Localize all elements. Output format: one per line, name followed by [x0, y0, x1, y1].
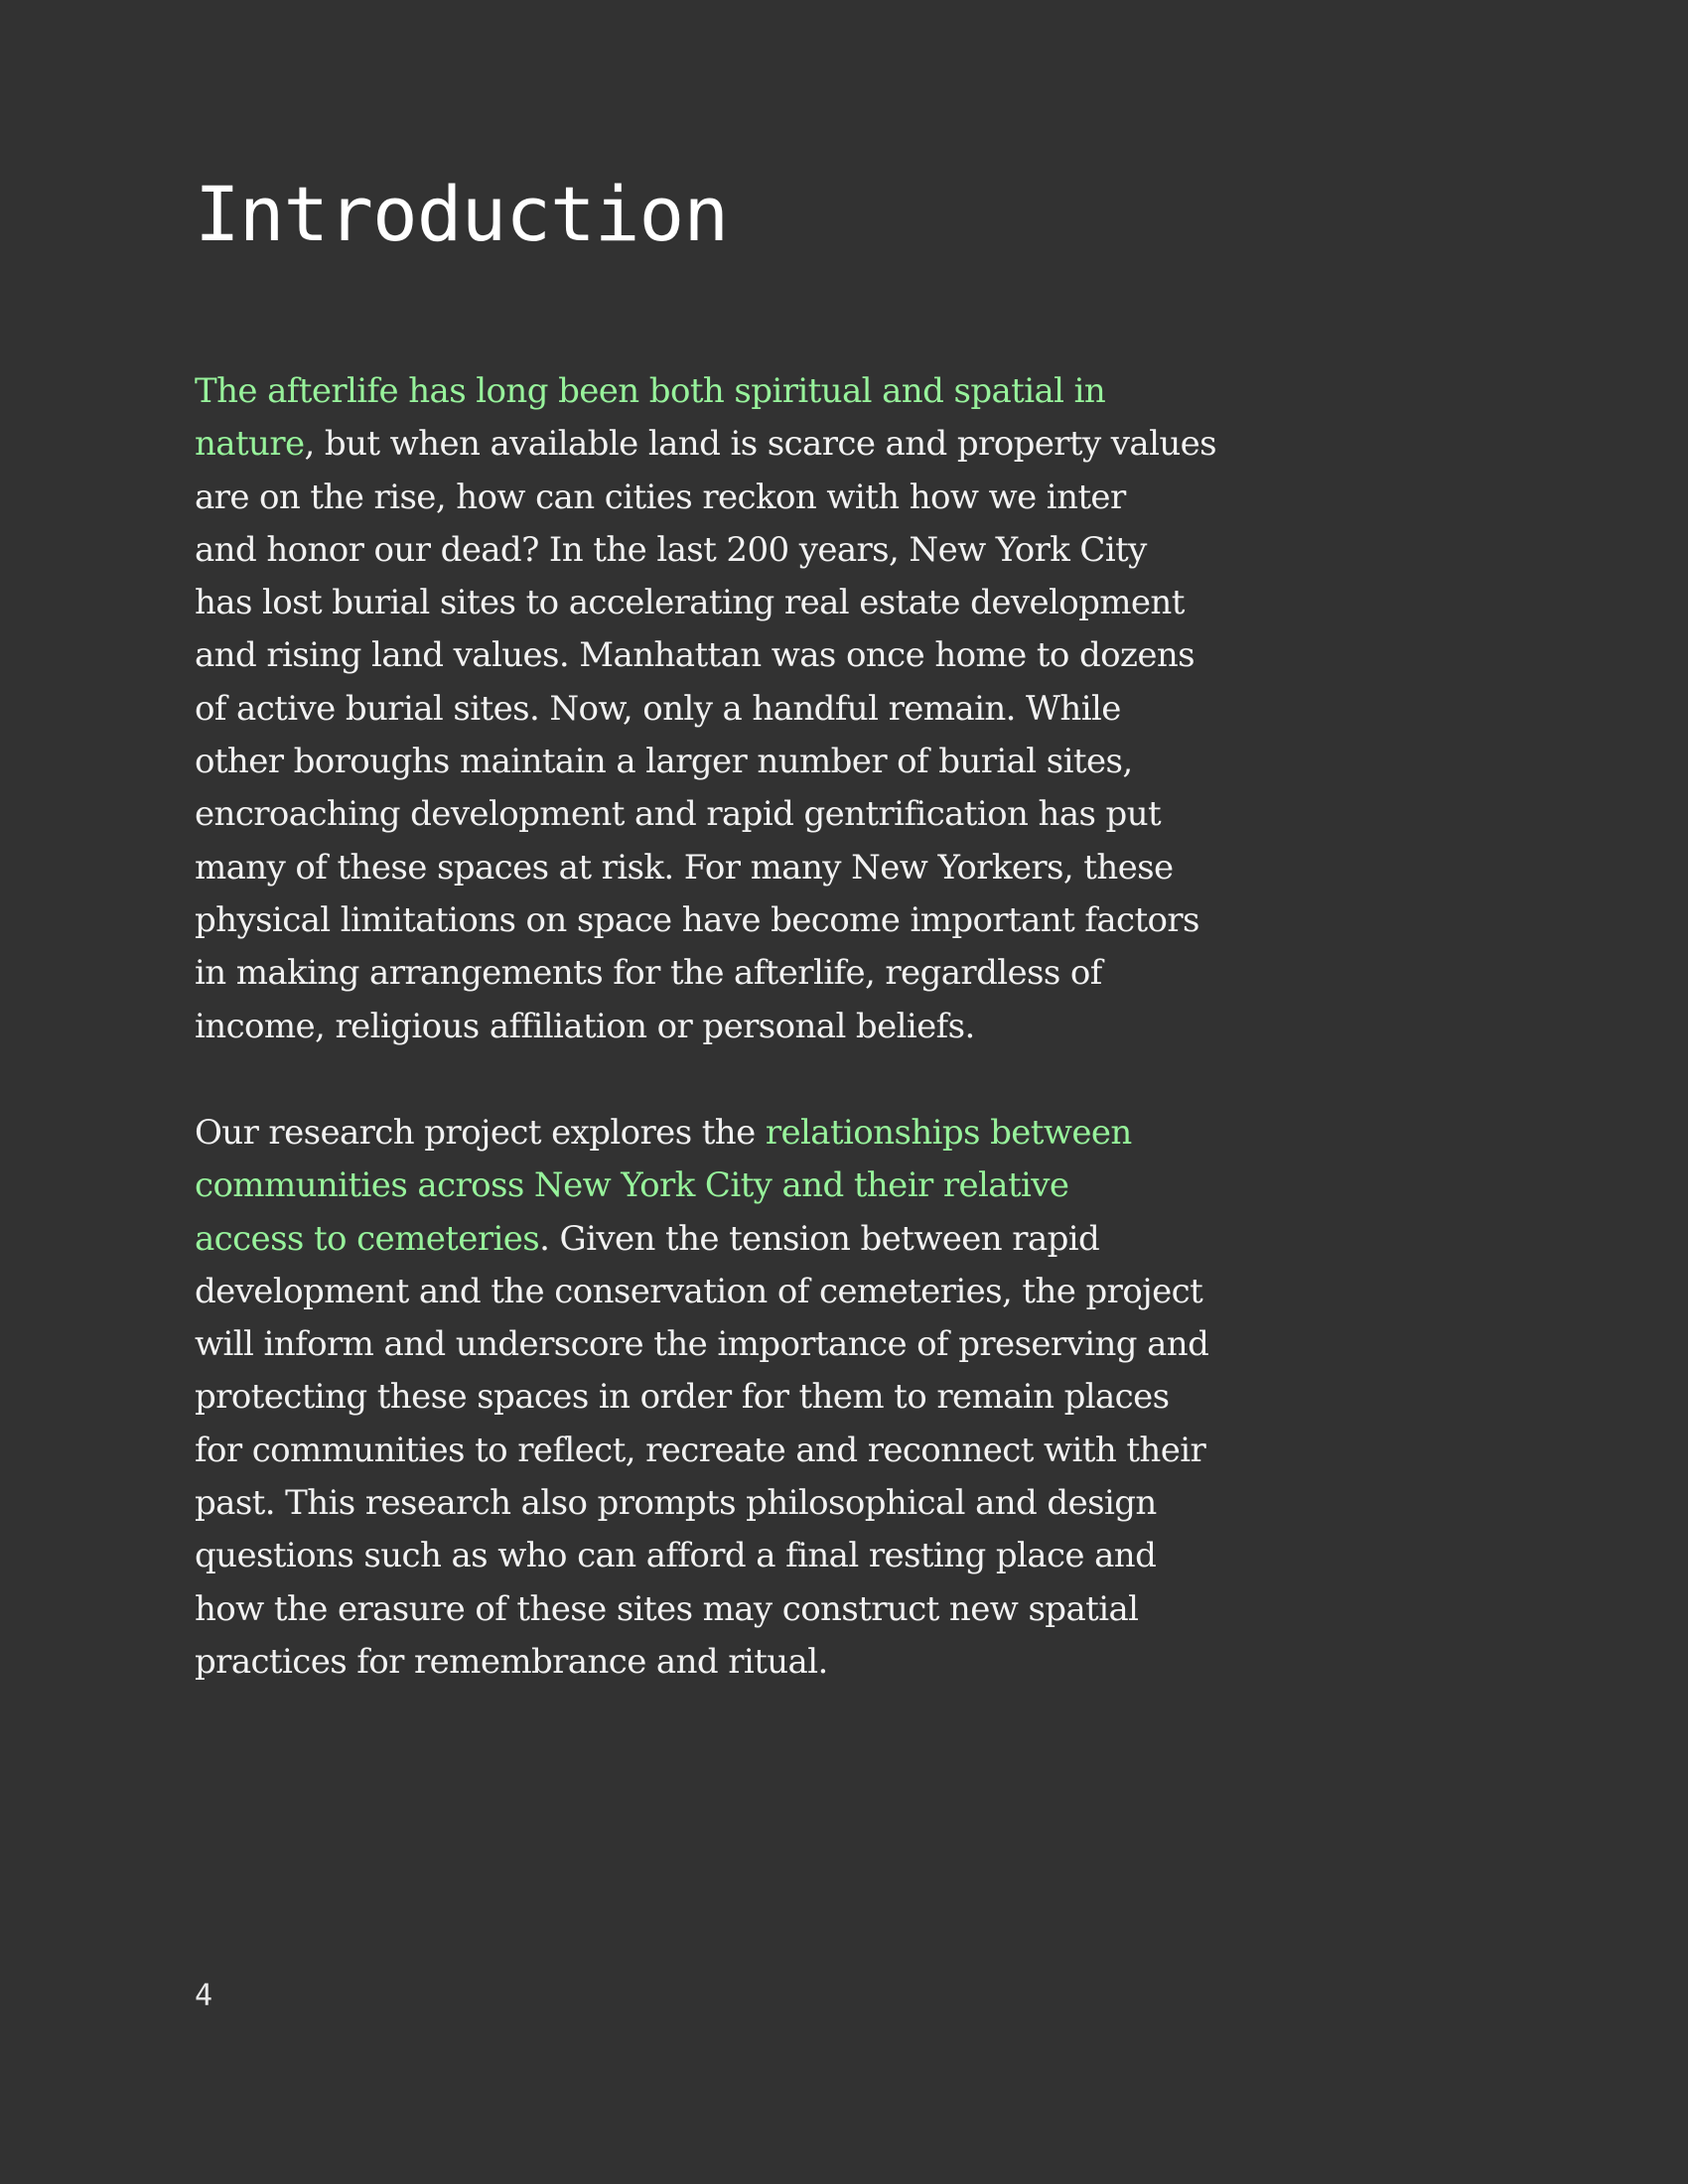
body-text: questions such as who can afford a final resting place and [195, 1536, 1157, 1576]
text-line [195, 1530, 1287, 1582]
body-text: development and the conservation of cemeteries, the project [195, 1271, 1203, 1311]
body-text: has lost burial sites to accelerating real estate development [195, 583, 1185, 623]
text-line [195, 577, 1287, 629]
body-text: physical limitations on space have become important factors [195, 899, 1199, 940]
text-line [195, 1318, 1287, 1371]
text-line [195, 1160, 1287, 1212]
text-line [195, 1477, 1287, 1530]
text-line [195, 842, 1287, 894]
intro-paragraph-1 [195, 365, 1287, 1053]
body-text: encroaching development and rapid gentrification has put [195, 794, 1162, 835]
text-line [195, 1371, 1287, 1424]
body-text: past. This research also prompts philosophical and design [195, 1483, 1157, 1524]
text-line [195, 1213, 1287, 1266]
body-text: are on the rise, how can cities reckon with how we inter [195, 477, 1126, 517]
body-text: many of these spaces at risk. For many New Yorkers, these [195, 847, 1174, 887]
body-text: will inform and underscore the importance of preserving and [195, 1324, 1209, 1365]
text-line [195, 1001, 1287, 1053]
body-text: . Given the tension between rapid [539, 1218, 1100, 1259]
body-text: other boroughs maintain a larger number of burial sites, [195, 742, 1133, 782]
body-text: of active burial sites. Now, only a handful remain. While [195, 688, 1121, 729]
body-text: practices for remembrance and ritual. [195, 1641, 828, 1682]
text-line [195, 1636, 1287, 1689]
text-line [195, 788, 1287, 841]
body-text: protecting these spaces in order for them to remain places [195, 1377, 1170, 1418]
text-line [195, 683, 1287, 736]
body-text: and rising land values. Manhattan was once home to dozens [195, 635, 1196, 676]
body-text: income, religious affiliation or personal beliefs. [195, 1006, 975, 1046]
text-line [195, 365, 1287, 418]
body-text: Our research project explores the [195, 1113, 766, 1153]
text-line [195, 894, 1287, 947]
text-line [195, 736, 1287, 788]
page-number: 4 [195, 1979, 213, 2013]
text-line [195, 1266, 1287, 1318]
text-line [195, 1107, 1287, 1160]
text-line [195, 1425, 1287, 1477]
body-text: how the erasure of these sites may construct new spatial [195, 1588, 1139, 1629]
body-text: , but when available land is scarce and property values [304, 424, 1217, 465]
highlighted-text: relationships between [765, 1113, 1132, 1153]
page-title: Introduction [195, 170, 729, 258]
text-line [195, 472, 1287, 524]
body-text: in making arrangements for the afterlife, regardless of [195, 953, 1102, 994]
body-text: for communities to reflect, recreate and reconnect with their [195, 1430, 1206, 1470]
highlighted-text: nature [195, 424, 305, 465]
text-line [195, 418, 1287, 471]
intro-paragraph-2 [195, 1107, 1287, 1689]
text-line [195, 524, 1287, 577]
text-line [195, 1583, 1287, 1636]
highlighted-text: The afterlife has long been both spiritual and spatial in [195, 371, 1106, 411]
body-text: and honor our dead? In the last 200 years, New York City [195, 529, 1147, 570]
text-line [195, 629, 1287, 682]
highlighted-text: communities across New York City and their relative [195, 1165, 1069, 1206]
highlighted-text: access to cemeteries [195, 1218, 540, 1259]
text-line [195, 947, 1287, 1000]
